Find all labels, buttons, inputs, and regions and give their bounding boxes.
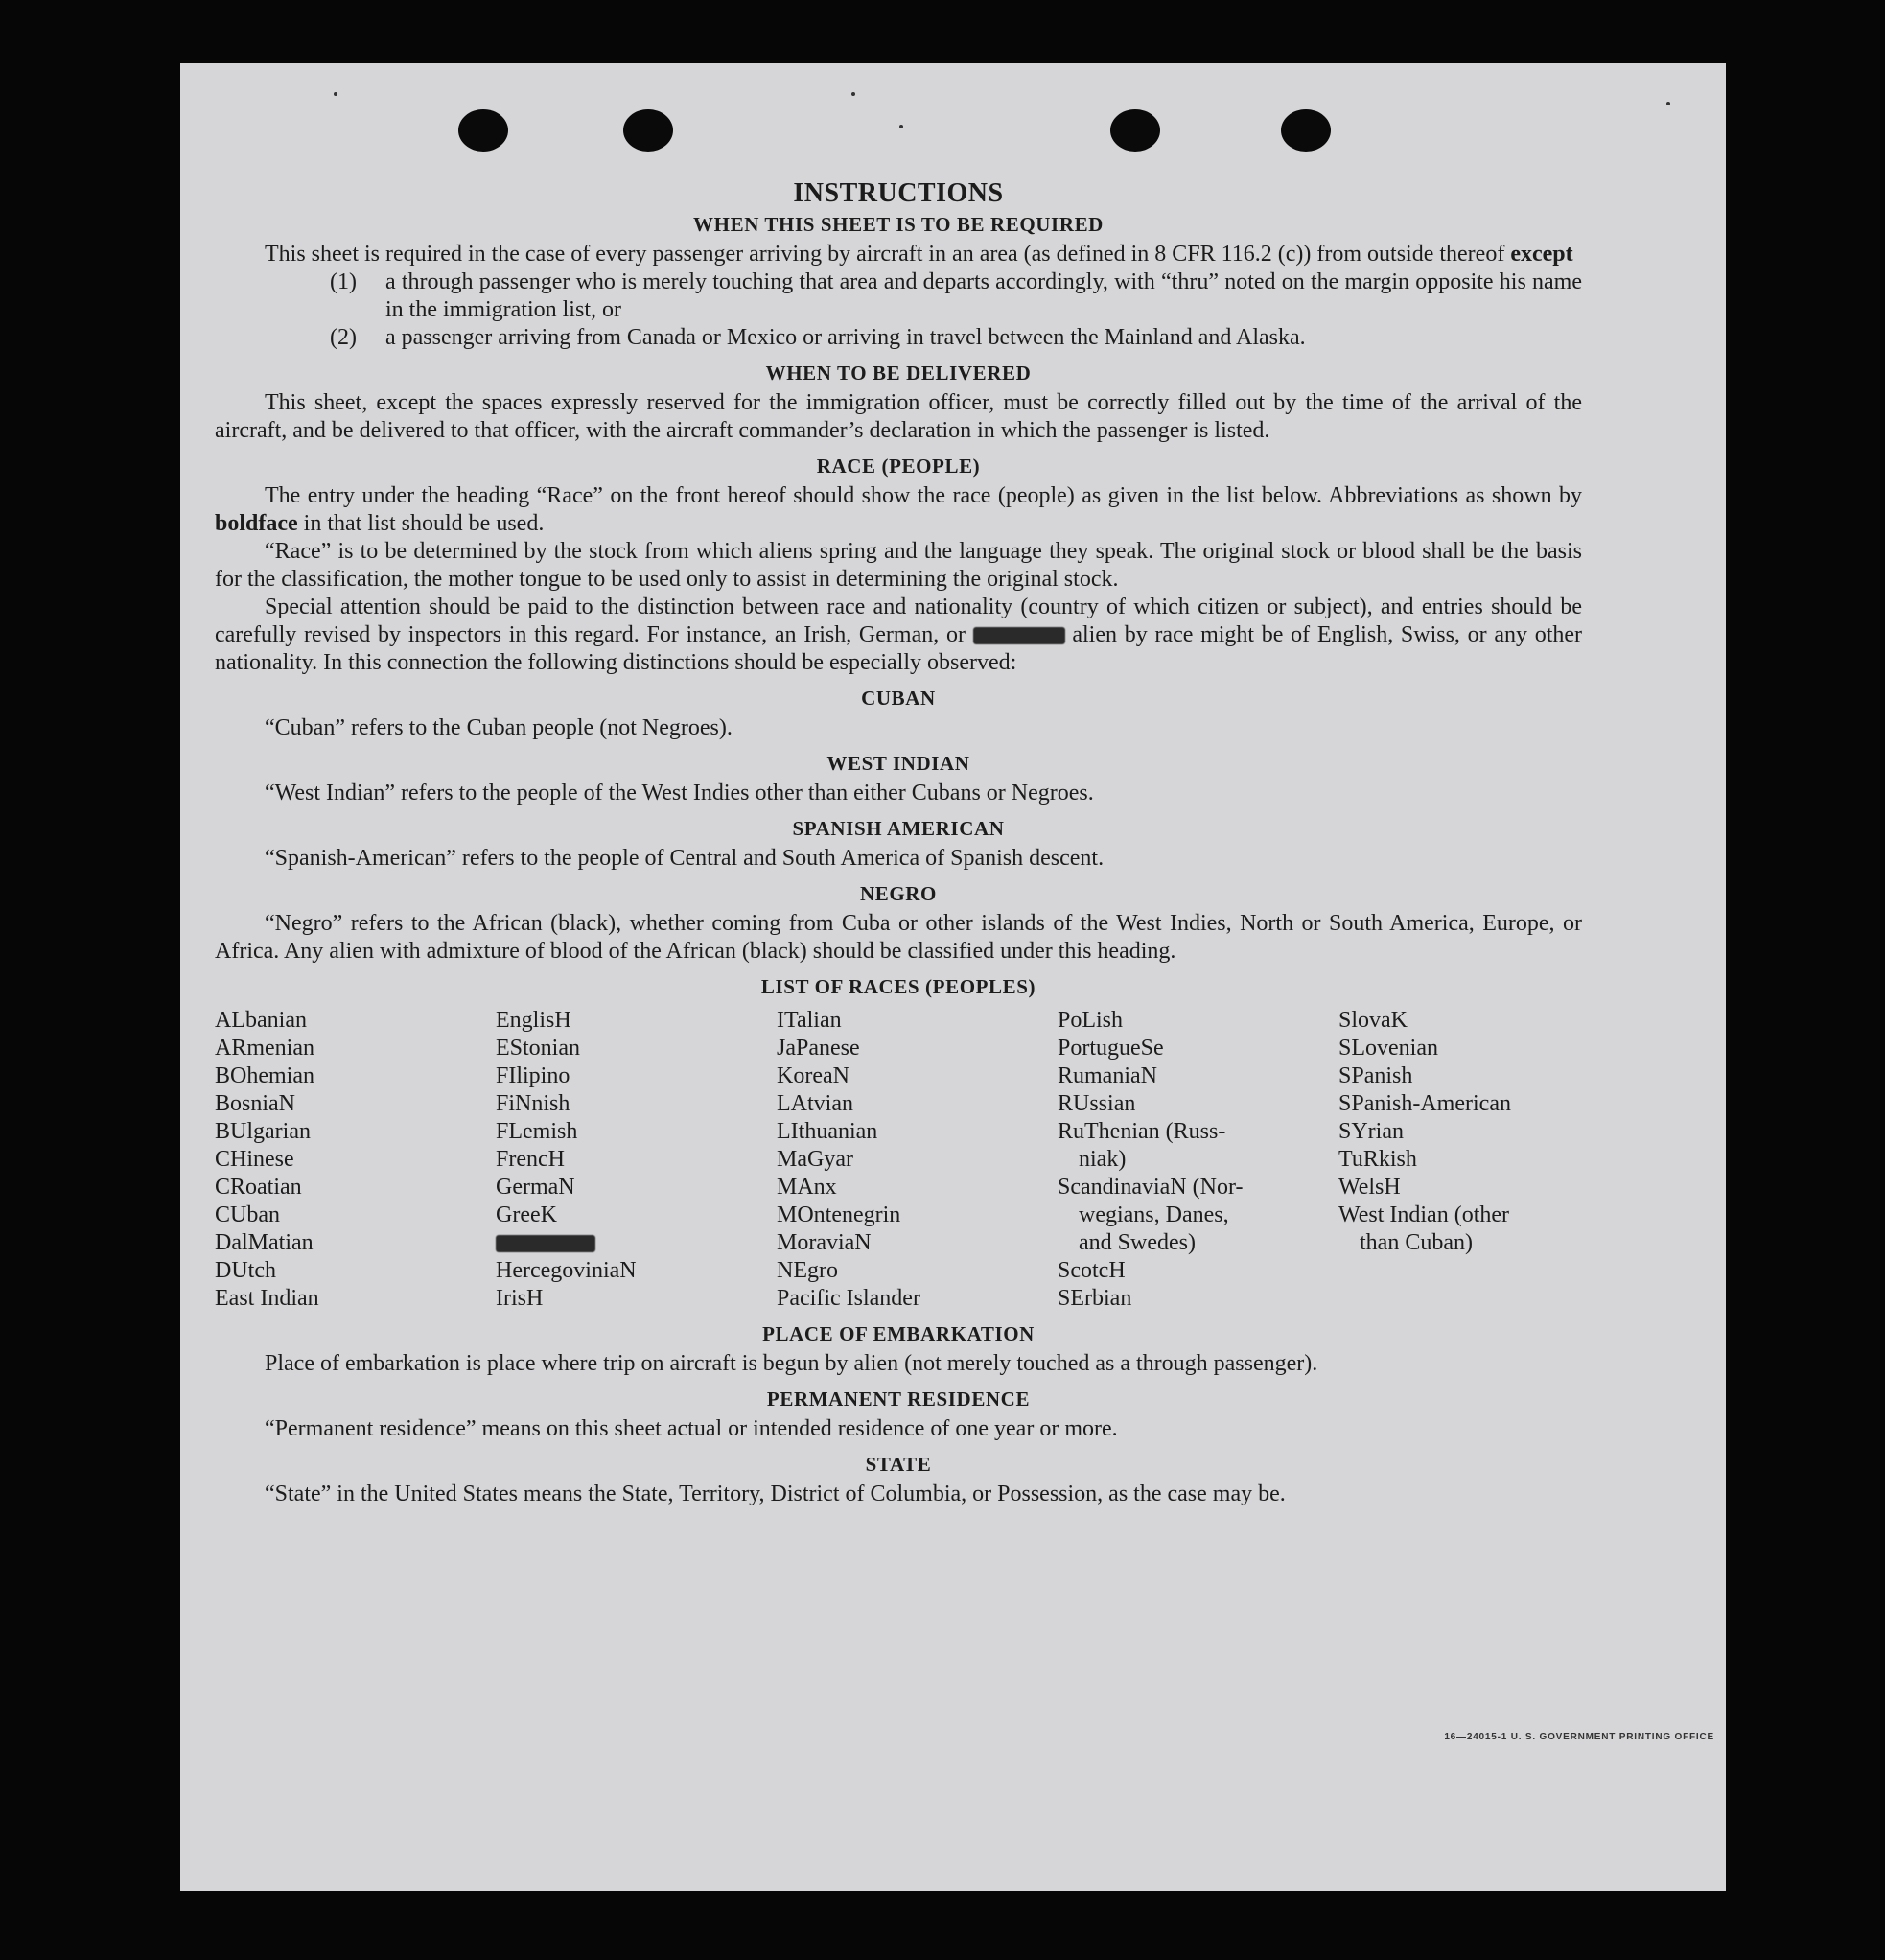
race-entry: GreeK — [496, 1202, 557, 1227]
speck — [1666, 102, 1670, 105]
speck — [899, 125, 903, 128]
race-entry: MoraviaN — [777, 1230, 872, 1255]
race-entry: LIthuanian — [777, 1119, 878, 1144]
requirement-intro: This sheet is required in the case of every passenger arriving by aircraft in an area (as defined in 8 CFR 116.2 (c)) from outside thereof except — [265, 242, 1573, 267]
race-entry: East Indian — [215, 1286, 319, 1311]
race-list — [215, 1007, 1582, 1313]
race-entry: FiNnish — [496, 1091, 570, 1116]
punch-hole — [623, 109, 673, 152]
section-heading: RACE (PEOPLE) — [816, 455, 981, 478]
section-text: “Cuban” refers to the Cuban people (not Negroes). — [265, 715, 733, 740]
section-heading: LIST OF RACES (PEOPLES) — [760, 975, 1036, 998]
race-entry: DalMatian — [215, 1230, 314, 1255]
printer-imprint: 16—24015-1 U. S. GOVERNMENT PRINTING OFFICE — [1444, 1732, 1714, 1742]
race-entry: HercegoviniaN — [496, 1258, 637, 1283]
redaction-mark — [973, 627, 1065, 644]
race-entry: SLovenian — [1338, 1036, 1438, 1061]
section-text: The entry under the heading “Race” on the front hereof should show the race (people) as given in the list below. Abbreviations as shown by boldface in that list should be used. — [215, 483, 1582, 536]
speck — [851, 92, 855, 96]
instruction-sheet — [180, 63, 1726, 1891]
section-text: “Permanent residence” means on this sheet actual or intended residence of one year or more. — [265, 1416, 1118, 1441]
race-entry: PoLish — [1058, 1008, 1124, 1033]
race-entry: EStonian — [496, 1036, 580, 1061]
race-entry: RUssian — [1058, 1091, 1136, 1116]
race-column — [496, 1007, 777, 1313]
section-text: “State” in the United States means the State, Territory, District of Columbia, or Possession, as the case may be. — [265, 1482, 1286, 1506]
section-text: “West Indian” refers to the people of the West Indies other than either Cubans or Negroes. — [265, 781, 1094, 805]
race-entry: MAnx — [777, 1175, 837, 1200]
race-entry: than Cuban) — [1360, 1230, 1473, 1255]
section-heading: WHEN THIS SHEET IS TO BE REQUIRED — [693, 213, 1104, 236]
section-text: Place of embarkation is place where trip on aircraft is begun by alien (not merely touched as a through passenger). — [265, 1351, 1318, 1376]
race-entry: EnglisH — [496, 1008, 571, 1033]
race-entry: MaGyar — [777, 1147, 853, 1172]
race-column — [1338, 1007, 1619, 1313]
race-entry: GermaN — [496, 1175, 575, 1200]
race-entry: JaPanese — [777, 1036, 860, 1061]
race-entry: RumaniaN — [1058, 1063, 1157, 1088]
section-heading: WEST INDIAN — [826, 752, 970, 775]
race-entry: SYrian — [1338, 1119, 1404, 1144]
section-text: “Spanish-American” refers to the people of Central and South America of Spanish descent. — [265, 846, 1105, 871]
race-entry: SPanish — [1338, 1063, 1413, 1088]
section-heading: NEGRO — [859, 882, 937, 905]
section-text: “Negro” refers to the African (black), whether coming from Cuba or other islands of the West Indies, North or South America, Europe, or Africa. Any alien with admixture of blood of the African (black) should be classified under this heading. — [215, 911, 1582, 964]
list-item: (1) a through passenger who is merely touching that area and departs accordingly, with “thru” noted on the margin opposite his name in the immigration list, or — [330, 269, 1582, 322]
race-entry: ALbanian — [215, 1008, 307, 1033]
race-entry: ARmenian — [215, 1036, 314, 1061]
race-entry: SPanish-American — [1338, 1091, 1511, 1116]
race-column — [777, 1007, 1058, 1313]
list-item: (2) a passenger arriving from Canada or Mexico or arriving in travel between the Mainland and Alaska. — [330, 325, 1306, 350]
race-entry: wegians, Danes, — [1079, 1202, 1229, 1227]
race-entry: ScandinaviaN (Nor- — [1058, 1175, 1244, 1200]
section-heading: STATE — [865, 1453, 932, 1476]
race-entry: niak) — [1079, 1147, 1127, 1172]
race-entry: ITalian — [777, 1008, 842, 1033]
section-heading: CUBAN — [861, 687, 936, 710]
race-entry: FrencH — [496, 1147, 565, 1172]
section-text: “Race” is to be determined by the stock from which aliens spring and the language they speak. The original stock or blood shall be the basis for the classification, the mother tongue to be used only to assist in determining the original stock. — [215, 539, 1582, 592]
section-text: Special attention should be paid to the distinction between race and nationality (country of which citizen or subject), and entries should be carefully revised by inspectors in this regard. For instance, an Irish, German, or alien by race might be of English, Swiss, or any other nationality. In this connection the following distinctions should be especially observed: — [215, 595, 1583, 675]
race-entry: KoreaN — [777, 1063, 849, 1088]
race-entry: FLemish — [496, 1119, 578, 1144]
race-entry: West Indian (other — [1338, 1202, 1510, 1227]
race-entry: BOhemian — [215, 1063, 314, 1088]
race-entry: Pacific Islander — [777, 1286, 920, 1311]
section-heading: PLACE OF EMBARKATION — [762, 1322, 1035, 1345]
section-heading: SPANISH AMERICAN — [792, 817, 1005, 840]
punch-hole — [1281, 109, 1331, 152]
punch-hole — [1110, 109, 1160, 152]
redaction-mark — [496, 1229, 777, 1257]
race-entry: TuRkish — [1338, 1147, 1417, 1172]
page-title: INSTRUCTIONS — [793, 178, 1004, 208]
race-entry: BUlgarian — [215, 1119, 311, 1144]
race-entry: LAtvian — [777, 1091, 853, 1116]
race-entry: PortugueSe — [1058, 1036, 1164, 1061]
race-entry: SlovaK — [1338, 1008, 1408, 1033]
speck — [334, 92, 337, 96]
race-entry: CUban — [215, 1202, 280, 1227]
race-entry: RuThenian (Russ- — [1058, 1119, 1226, 1144]
race-entry: WelsH — [1338, 1175, 1401, 1200]
except-word: except — [1510, 242, 1573, 267]
race-entry: MOntenegrin — [777, 1202, 901, 1227]
section-heading: PERMANENT RESIDENCE — [766, 1388, 1031, 1411]
race-entry: BosniaN — [215, 1091, 295, 1116]
race-column — [1058, 1007, 1338, 1313]
race-column — [215, 1007, 496, 1313]
section-heading: WHEN TO BE DELIVERED — [765, 362, 1032, 385]
race-entry: SErbian — [1058, 1286, 1132, 1311]
race-entry: ScotcH — [1058, 1258, 1126, 1283]
section-text: This sheet, except the spaces expressly reserved for the immigration officer, must be correctly filled out by the time of the arrival of the aircraft, and be delivered to that officer, with the aircraft commander’s declaration in which the passenger is listed. — [215, 390, 1582, 443]
race-entry: and Swedes) — [1079, 1230, 1196, 1255]
race-entry: CHinese — [215, 1147, 294, 1172]
race-entry: NEgro — [777, 1258, 838, 1283]
race-entry: CRoatian — [215, 1175, 302, 1200]
race-entry: IrisH — [496, 1286, 544, 1311]
race-entry: DUtch — [215, 1258, 276, 1283]
punch-hole — [458, 109, 508, 152]
race-entry: FIlipino — [496, 1063, 570, 1088]
